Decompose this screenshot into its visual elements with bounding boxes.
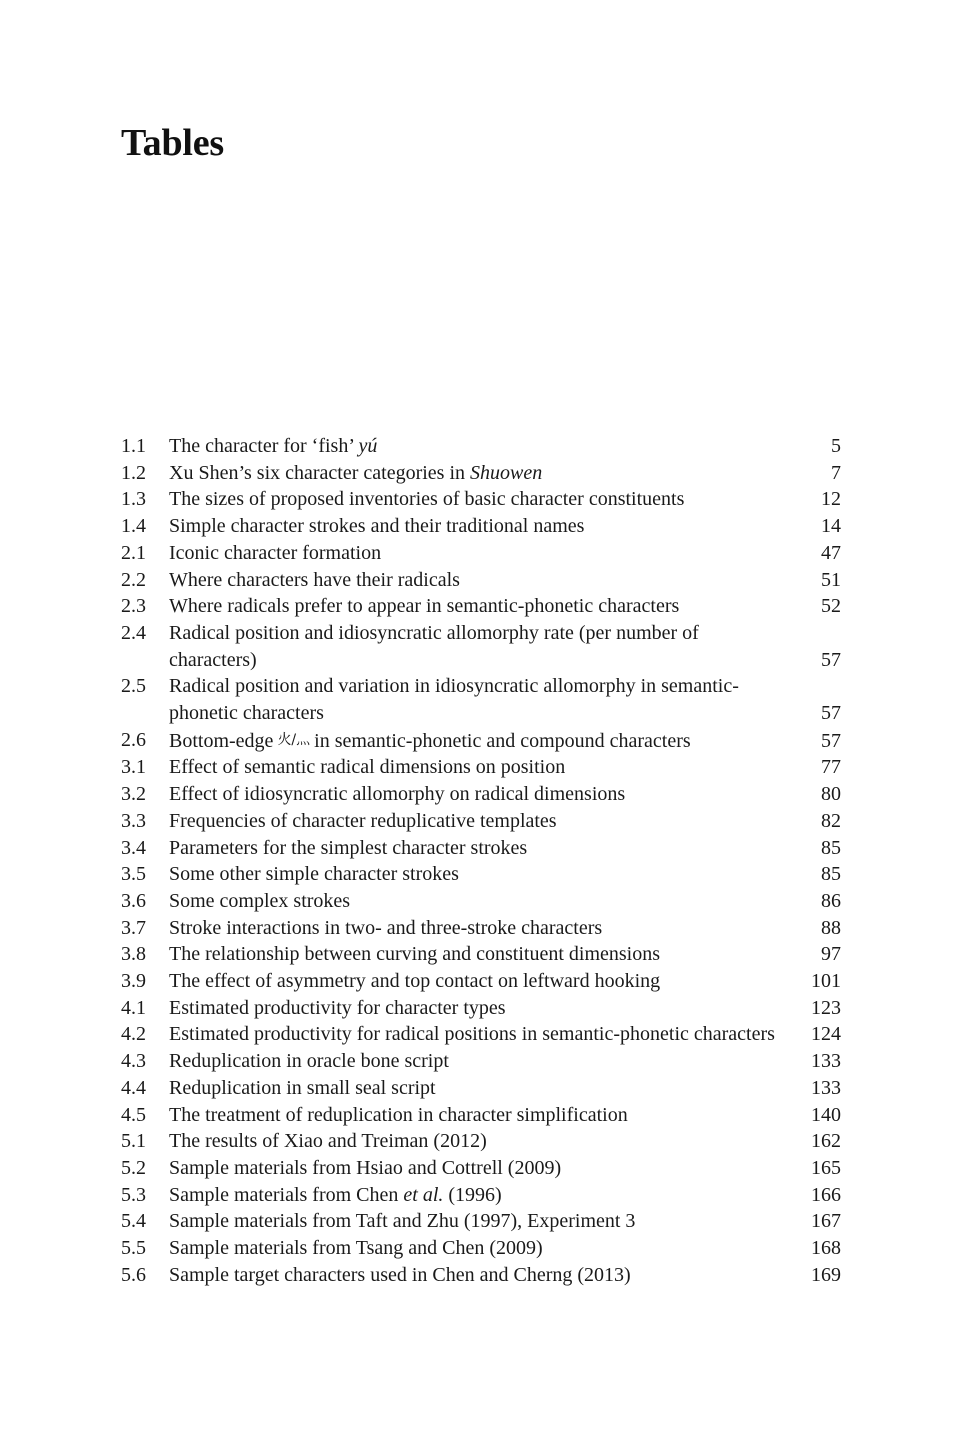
table-number: 5.5 — [121, 1237, 146, 1260]
page-number: 5 — [831, 435, 841, 457]
table-title: Effect of idiosyncratic allomorphy on radical dimensions — [169, 783, 626, 806]
toc-entry — [121, 1021, 841, 1048]
table-number: 5.2 — [121, 1156, 146, 1179]
table-title — [169, 727, 821, 755]
table-title-italic: et al. — [403, 1183, 444, 1206]
table-title: Parameters for the simplest character strokes — [169, 836, 528, 859]
table-number: 3.9 — [121, 970, 146, 993]
table-title: Reduplication in small seal script — [169, 1076, 436, 1099]
toc-entry — [121, 888, 841, 915]
toc-entry — [121, 727, 841, 755]
page-number: 162 — [811, 1130, 841, 1153]
table-title: Sample materials from Taft and Zhu (1997), Experiment 3 — [169, 1210, 636, 1233]
table-title — [169, 460, 831, 487]
page-number: 133 — [811, 1076, 841, 1099]
table-number: 2.5 — [121, 675, 146, 698]
toc-entry — [121, 620, 841, 673]
toc-entry — [121, 808, 841, 835]
table-title-text: Sample materials from Chen — [169, 1183, 399, 1206]
table-title-text: in semantic-phonetic and compound characters — [314, 729, 691, 752]
fire-radical-glyph: 火/灬 — [277, 731, 311, 748]
page-number: 47 — [821, 541, 841, 564]
toc-entry — [121, 1208, 841, 1235]
table-title: Radical position and idiosyncratic allomorphy rate (per number of characters) — [169, 621, 699, 671]
page-number: 51 — [821, 568, 841, 591]
table-title: Where characters have their radicals — [169, 568, 460, 591]
table-title: Where radicals prefer to appear in semantic-phonetic characters — [169, 595, 680, 618]
toc-entry — [121, 941, 841, 968]
toc-entry — [121, 486, 841, 513]
toc-entry — [121, 567, 841, 594]
toc-entry — [121, 1262, 841, 1289]
toc-entry — [121, 1182, 841, 1209]
page-number: 133 — [811, 1050, 841, 1073]
table-number: 3.6 — [121, 889, 146, 912]
page-number: 86 — [821, 889, 841, 912]
table-title-italic: yú — [358, 435, 378, 457]
table-number: 4.3 — [121, 1050, 146, 1073]
page-number: 77 — [821, 756, 841, 779]
table-title-text: The character for ‘fish’ — [169, 435, 354, 457]
table-number: 2.1 — [121, 541, 146, 564]
page-number: 97 — [821, 943, 841, 966]
page-number: 14 — [821, 515, 841, 538]
table-number: 3.2 — [121, 783, 146, 806]
table-title-text: Bottom-edge — [169, 729, 274, 752]
toc-entry — [121, 460, 841, 487]
table-title: Some complex strokes — [169, 889, 351, 912]
table-number: 1.4 — [121, 515, 146, 538]
toc-entry — [121, 915, 841, 942]
page-number: 85 — [821, 836, 841, 859]
table-number: 4.4 — [121, 1076, 146, 1099]
toc-entry — [121, 995, 841, 1022]
table-title: The treatment of reduplication in character simplification — [169, 1103, 628, 1126]
page-number: 123 — [811, 996, 841, 1019]
table-title: Effect of semantic radical dimensions on position — [169, 756, 566, 779]
table-title: Simple character strokes and their traditional names — [169, 515, 585, 538]
toc-entry — [121, 1128, 841, 1155]
page-number: 140 — [811, 1103, 841, 1126]
list-of-tables — [121, 433, 841, 1289]
table-number: 5.4 — [121, 1210, 146, 1233]
table-number: 5.1 — [121, 1130, 146, 1153]
page-number: 167 — [811, 1210, 841, 1233]
page-number: 57 — [821, 648, 841, 671]
page-number: 166 — [811, 1183, 841, 1206]
table-title: Frequencies of character reduplicative templates — [169, 809, 557, 832]
table-title: The sizes of proposed inventories of basic character constituents — [169, 488, 685, 511]
table-number: 3.4 — [121, 836, 146, 859]
table-title-text: Xu Shen’s six character categories in — [169, 461, 466, 484]
table-title: Sample materials from Tsang and Chen (2009) — [169, 1237, 543, 1260]
page-number: 101 — [811, 970, 841, 993]
page-number: 82 — [821, 809, 841, 832]
table-title: Radical position and variation in idiosyncratic allomorphy in semantic-phonetic characters — [169, 675, 739, 725]
toc-entry — [121, 968, 841, 995]
page-number: 85 — [821, 863, 841, 886]
table-title-italic: Shuowen — [470, 461, 543, 484]
page-number: 169 — [811, 1263, 841, 1286]
table-title: Some other simple character strokes — [169, 863, 459, 886]
toc-entry — [121, 1075, 841, 1102]
table-number: 2.3 — [121, 595, 146, 618]
table-title: Iconic character formation — [169, 541, 382, 564]
table-title — [169, 433, 831, 460]
table-title: Sample target characters used in Chen and Cherng (2013) — [169, 1263, 631, 1286]
table-number: 5.6 — [121, 1263, 146, 1286]
toc-entry — [121, 673, 841, 726]
table-number: 5.3 — [121, 1183, 146, 1206]
table-title: Stroke interactions in two- and three-stroke characters — [169, 916, 603, 939]
table-number: 2.6 — [121, 728, 146, 751]
table-title: The relationship between curving and constituent dimensions — [169, 943, 660, 966]
page-number: 165 — [811, 1156, 841, 1179]
table-title: The effect of asymmetry and top contact on leftward hooking — [169, 970, 661, 993]
page-number: 57 — [821, 729, 841, 752]
toc-entry — [121, 1155, 841, 1182]
table-number: 1.1 — [121, 435, 146, 457]
table-number: 4.2 — [121, 1023, 146, 1046]
page-number: 80 — [821, 783, 841, 806]
table-number: 3.1 — [121, 756, 146, 779]
table-number: 3.7 — [121, 916, 146, 939]
toc-entry — [121, 513, 841, 540]
table-title: Estimated productivity for character types — [169, 996, 506, 1019]
page-number: 52 — [821, 595, 841, 618]
toc-entry — [121, 540, 841, 567]
table-number: 4.1 — [121, 996, 146, 1019]
page-title: Tables — [121, 122, 225, 164]
table-title: Reduplication in oracle bone script — [169, 1050, 449, 1073]
page-number: 88 — [821, 916, 841, 939]
table-number: 1.2 — [121, 461, 146, 484]
toc-entry — [121, 754, 841, 781]
table-number: 3.3 — [121, 809, 146, 832]
toc-entry — [121, 1102, 841, 1129]
table-title — [169, 1182, 811, 1209]
table-title: Sample materials from Hsiao and Cottrell (2009) — [169, 1156, 562, 1179]
table-title: The results of Xiao and Treiman (2012) — [169, 1130, 487, 1153]
page-number: 7 — [831, 461, 841, 484]
page-number: 12 — [821, 488, 841, 511]
table-number: 4.5 — [121, 1103, 146, 1126]
table-title: Estimated productivity for radical positions in semantic-phonetic characters — [169, 1023, 775, 1046]
toc-entry — [121, 1235, 841, 1262]
page-number: 57 — [821, 702, 841, 725]
toc-entry — [121, 593, 841, 620]
table-number: 2.4 — [121, 621, 146, 644]
page-number: 168 — [811, 1237, 841, 1260]
table-number: 2.2 — [121, 568, 146, 591]
toc-entry — [121, 433, 841, 460]
toc-entry — [121, 835, 841, 862]
table-number: 1.3 — [121, 488, 146, 511]
toc-entry — [121, 861, 841, 888]
toc-entry — [121, 1048, 841, 1075]
toc-entry — [121, 781, 841, 808]
table-number: 3.5 — [121, 863, 146, 886]
table-number: 3.8 — [121, 943, 146, 966]
page-number: 124 — [811, 1023, 841, 1046]
table-title-text: (1996) — [448, 1183, 502, 1206]
